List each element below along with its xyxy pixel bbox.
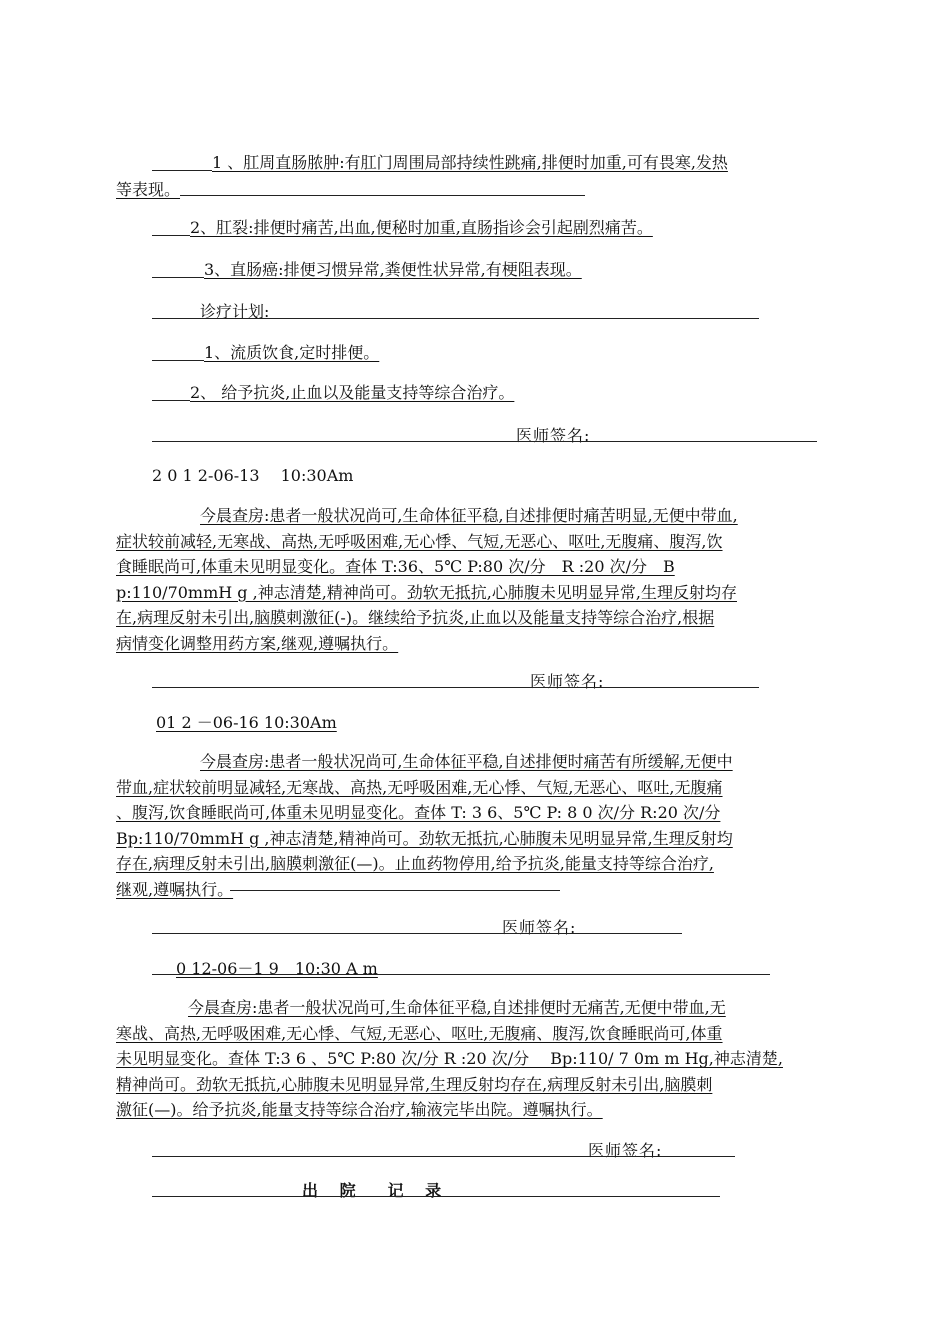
- note-line: 激征(—)。给予抗炎,能量支持等综合治疗,输液完毕出院。遵嘱执行。: [116, 1100, 603, 1120]
- diagnosis-1-line-1: 1 、肛周直肠脓肿:有肛门周围局部持续性跳痛,排便时加重,可有畏寒,发热: [212, 153, 728, 172]
- note-line: 继观,遵嘱执行。: [116, 879, 234, 899]
- underline-rule: [152, 1196, 720, 1197]
- signature-label: 医师签名:: [588, 1141, 663, 1160]
- note-line: 今晨查房:患者一般状况尚可,生命体征平稳,自述排便时痛苦有所缓解,无便中: [200, 752, 733, 771]
- note-line: 、腹泻,饮食睡眠尚可,体重未见明显变化。查体 T: 3 6、5℃ P: 8 0 次/分 R:20 次/分: [116, 803, 721, 823]
- note-line: Bp:110/70mmH g ,神志清楚,精神尚可。劲软无抵抗,心肺腹未见明显异常,生理反射均: [116, 828, 733, 848]
- signature-label: 医师签名:: [502, 918, 577, 937]
- discharge-record-title: 出 院 记 录: [302, 1181, 450, 1200]
- round-2-note: [116, 749, 733, 903]
- plan-heading: 诊疗计划:: [200, 302, 270, 321]
- note-line: 症状较前减轻,无寒战、高热,无呼吸困难,无心悸、气短,无恶心、呕吐,无腹痛、腹泻,饮: [116, 531, 723, 551]
- signature-line: [152, 687, 759, 688]
- underline-rule: [152, 400, 190, 401]
- note-line: 精神尚可。劲软无抵抗,心肺腹未见明显异常,生理反射均存在,病理反射未引出,脑膜刺: [116, 1074, 713, 1094]
- plan-item-1: 1、流质饮食,定时排便。: [204, 343, 380, 362]
- note-line: 病情变化调整用药方案,继观,遵嘱执行。: [116, 633, 399, 653]
- underline-rule: [180, 195, 585, 196]
- diagnosis-1-line-2: 等表现。: [116, 180, 181, 199]
- round-1-note: [116, 503, 738, 657]
- signature-line: [152, 1156, 735, 1157]
- underline-rule: [152, 170, 212, 171]
- note-line: p:110/70mmH g ,神志清楚,精神尚可。劲软无抵抗,心肺腹未见明显异常,生理反射均存: [116, 582, 737, 602]
- underline-rule: [152, 360, 204, 361]
- diagnosis-3: 3、直肠癌:排便习惯异常,粪便性状异常,有梗阻表现。: [204, 260, 582, 279]
- underline-rule: [152, 235, 190, 236]
- diagnosis-2: 2、肛裂:排便时痛苦,出血,便秘时加重,直肠指诊会引起剧烈痛苦。: [190, 218, 653, 237]
- note-line: 寒战、高热,无呼吸困难,无心悸、气短,无恶心、呕吐,无腹痛、腹泻,饮食睡眠尚可,体重: [116, 1023, 723, 1043]
- underline-rule: [230, 890, 560, 891]
- round-2-date: 01 2 －06-16 10:30Am: [156, 713, 337, 732]
- note-line: 带血,症状较前明显减轻,无寒战、高热,无呼吸困难,无心悸、气短,无恶心、呕吐,无腹痛: [116, 777, 723, 797]
- plan-item-2: 2、 给予抗炎,止血以及能量支持等综合治疗。: [190, 383, 515, 402]
- note-line: 食睡眠尚可,体重未见明显变化。查体 T:36、5℃ P:80 次/分 R :20 次/分 B: [116, 557, 675, 577]
- note-line: 未见明显变化。查体 T:3 6 、5℃ P:80 次/分 R :20 次/分 Bp:110/ 7 0m m Hg,神志清楚,: [116, 1049, 783, 1069]
- round-3-date: 0 12-06－1 9 10:30 A m: [176, 959, 378, 978]
- signature-label: 医师签名:: [516, 426, 591, 445]
- signature-label: 医师签名:: [530, 672, 605, 691]
- note-line: 今晨查房:患者一般状况尚可,生命体征平稳,自述排便时无痛苦,无便中带血,无: [188, 998, 726, 1017]
- round-3-note: [116, 995, 783, 1123]
- underline-rule: [152, 318, 759, 319]
- round-1-date: 2 0 1 2-06-13 10:30Am: [152, 466, 354, 485]
- underline-rule: [152, 277, 204, 278]
- underline-rule: [152, 974, 770, 975]
- note-line: 今晨查房:患者一般状况尚可,生命体征平稳,自述排便时痛苦明显,无便中带血,: [200, 506, 738, 525]
- signature-line: [152, 441, 817, 442]
- note-line: 存在,病理反射未引出,脑膜刺激征(—)。止血药物停用,给予抗炎,能量支持等综合治疗,: [116, 854, 714, 874]
- signature-line: [152, 933, 682, 934]
- note-line: 在,病理反射未引出,脑膜刺激征(-)。继续给予抗炎,止血以及能量支持等综合治疗,根据: [116, 608, 715, 628]
